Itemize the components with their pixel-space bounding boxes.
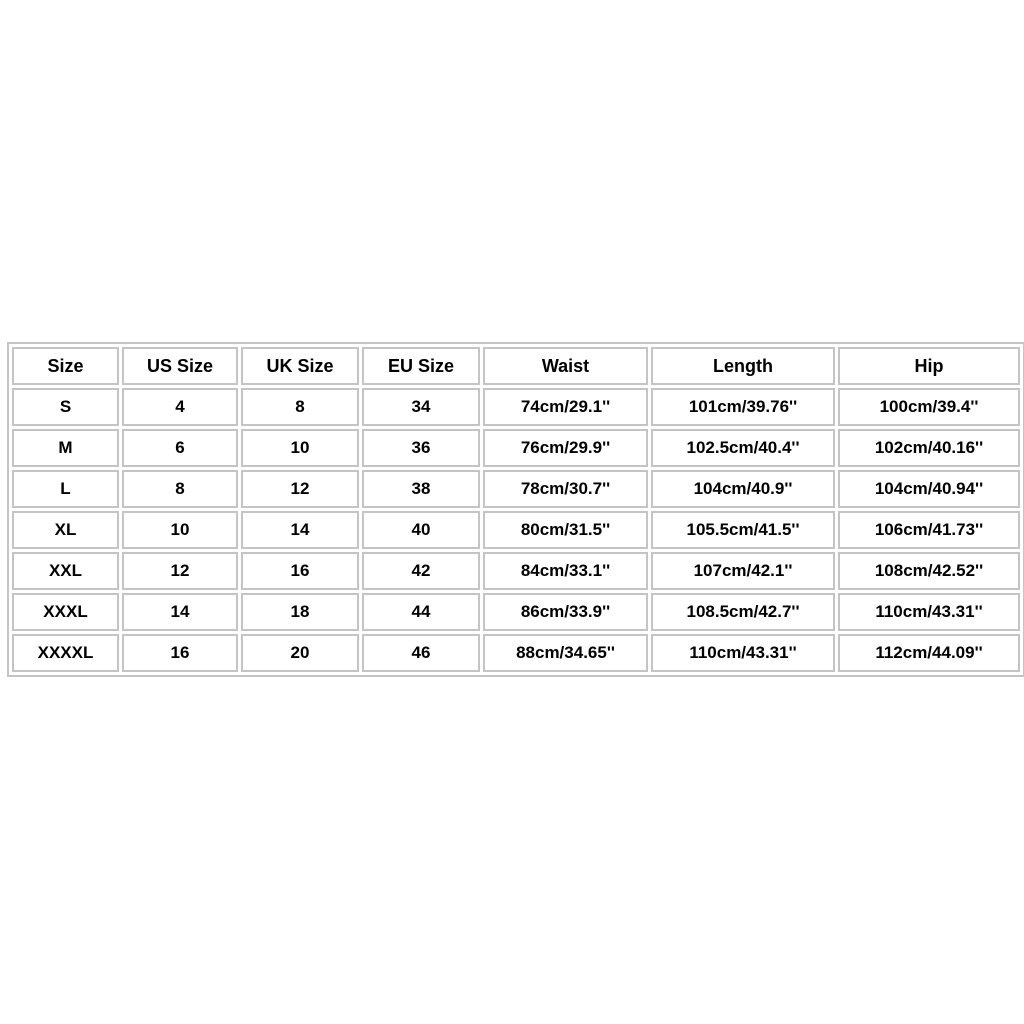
cell-eu-size: 38 [362, 470, 480, 508]
cell-waist: 76cm/29.9'' [483, 429, 648, 467]
cell-waist: 80cm/31.5'' [483, 511, 648, 549]
cell-size: XXL [12, 552, 119, 590]
cell-eu-size: 34 [362, 388, 480, 426]
header-waist: Waist [483, 347, 648, 385]
cell-length: 105.5cm/41.5'' [651, 511, 835, 549]
cell-size: XXXL [12, 593, 119, 631]
size-chart-table [7, 342, 1024, 677]
cell-uk-size: 8 [241, 388, 359, 426]
header-uk-size: UK Size [241, 347, 359, 385]
cell-hip: 108cm/42.52'' [838, 552, 1020, 590]
cell-size: XXXXL [12, 634, 119, 672]
table-row [12, 634, 1020, 672]
cell-size: M [12, 429, 119, 467]
cell-eu-size: 44 [362, 593, 480, 631]
table-row [12, 429, 1020, 467]
cell-us-size: 14 [122, 593, 238, 631]
cell-uk-size: 10 [241, 429, 359, 467]
header-length: Length [651, 347, 835, 385]
cell-eu-size: 40 [362, 511, 480, 549]
cell-hip: 110cm/43.31'' [838, 593, 1020, 631]
cell-uk-size: 20 [241, 634, 359, 672]
cell-us-size: 4 [122, 388, 238, 426]
cell-size: L [12, 470, 119, 508]
cell-waist: 74cm/29.1'' [483, 388, 648, 426]
cell-hip: 100cm/39.4'' [838, 388, 1020, 426]
cell-size: XL [12, 511, 119, 549]
cell-uk-size: 12 [241, 470, 359, 508]
cell-waist: 78cm/30.7'' [483, 470, 648, 508]
header-eu-size: EU Size [362, 347, 480, 385]
cell-length: 107cm/42.1'' [651, 552, 835, 590]
table-row [12, 593, 1020, 631]
cell-us-size: 16 [122, 634, 238, 672]
table-row [12, 552, 1020, 590]
header-size: Size [12, 347, 119, 385]
cell-us-size: 10 [122, 511, 238, 549]
cell-us-size: 8 [122, 470, 238, 508]
cell-us-size: 6 [122, 429, 238, 467]
cell-hip: 102cm/40.16'' [838, 429, 1020, 467]
cell-length: 110cm/43.31'' [651, 634, 835, 672]
cell-uk-size: 18 [241, 593, 359, 631]
header-us-size: US Size [122, 347, 238, 385]
cell-eu-size: 36 [362, 429, 480, 467]
cell-us-size: 12 [122, 552, 238, 590]
cell-waist: 84cm/33.1'' [483, 552, 648, 590]
cell-eu-size: 46 [362, 634, 480, 672]
cell-hip: 112cm/44.09'' [838, 634, 1020, 672]
table-row [12, 470, 1020, 508]
cell-eu-size: 42 [362, 552, 480, 590]
cell-size: S [12, 388, 119, 426]
cell-length: 102.5cm/40.4'' [651, 429, 835, 467]
cell-length: 104cm/40.9'' [651, 470, 835, 508]
table-row [12, 388, 1020, 426]
cell-hip: 104cm/40.94'' [838, 470, 1020, 508]
cell-uk-size: 16 [241, 552, 359, 590]
cell-length: 101cm/39.76'' [651, 388, 835, 426]
header-row [12, 347, 1020, 385]
cell-length: 108.5cm/42.7'' [651, 593, 835, 631]
table-row [12, 511, 1020, 549]
cell-waist: 86cm/33.9'' [483, 593, 648, 631]
cell-hip: 106cm/41.73'' [838, 511, 1020, 549]
cell-uk-size: 14 [241, 511, 359, 549]
header-hip: Hip [838, 347, 1020, 385]
cell-waist: 88cm/34.65'' [483, 634, 648, 672]
